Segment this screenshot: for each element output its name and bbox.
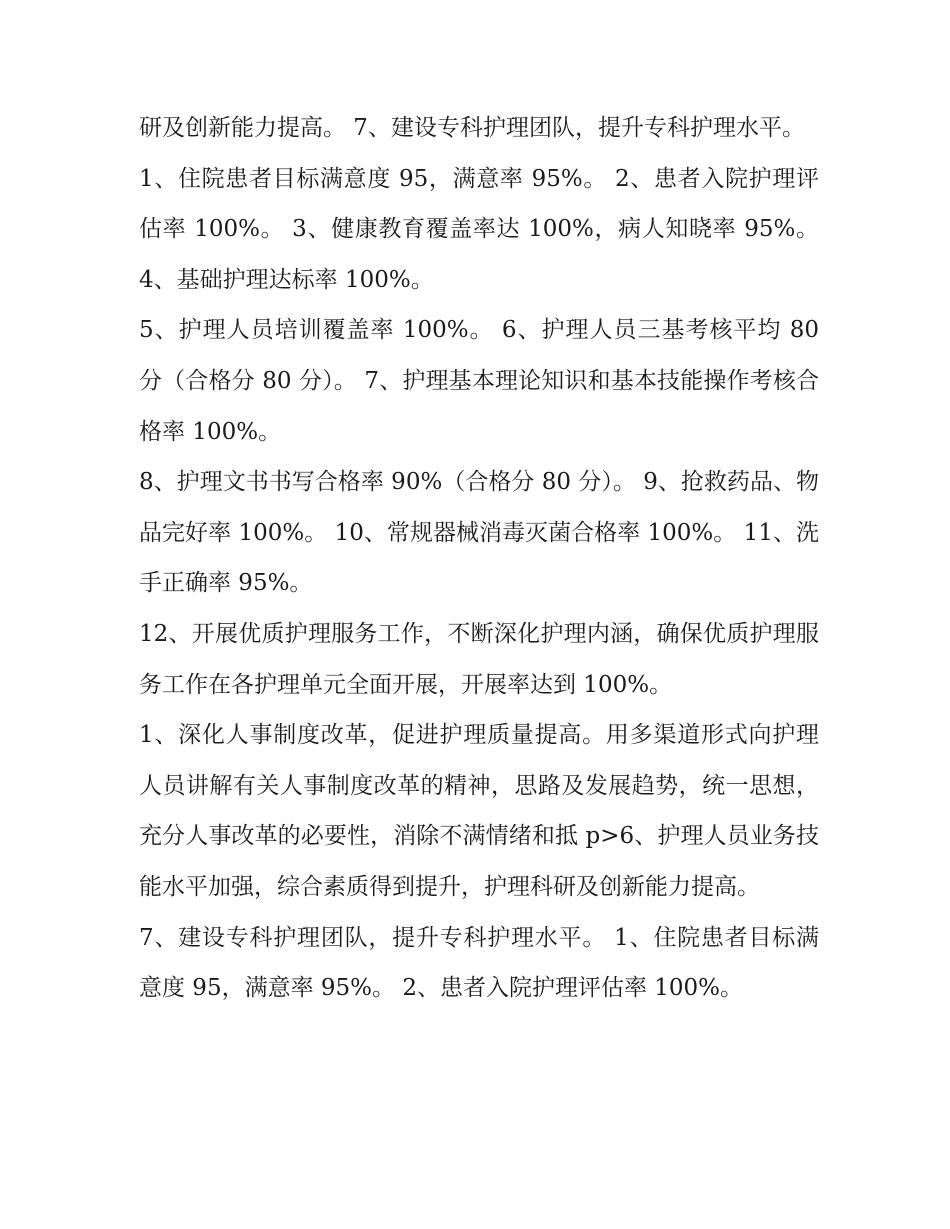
document-body	[139, 103, 819, 1014]
paragraph-7: 7、建设专科护理团队，提升专科护理水平。 1、住院患者目标满意度 95，满意率 95%。 2、患者入院护理评估率 100%。	[139, 924, 819, 1002]
paragraph-4: 8、护理文书书写合格率 90%（合格分 80 分）。 9、抢救药品、物品完好率 100%。 10、常规器械消毒灭菌合格率 100%。 11、洗手正确率 95%。	[139, 469, 819, 597]
paragraph-2: 1、住院患者目标满意度 95，满意率 95%。 2、患者入院护理评估率 100%。 3、健康教育覆盖率达 100%，病人知晓率 95%。 4、基础护理达标率 100%。	[139, 165, 819, 293]
paragraph-3: 5、护理人员培训覆盖率 100%。 6、护理人员三基考核平均 80 分（合格分 80 分）。 7、护理基本理论知识和基本技能操作考核合格率 100%。	[139, 317, 819, 445]
paragraph-6: 1、深化人事制度改革，促进护理质量提高。用多渠道形式向护理人员讲解有关人事制度改革的精神，思路及发展趋势，统一思想，充分人事改革的必要性，消除不满情绪和抵 p>6、护理人员业务技能水平加强，综合素质得到提升，护理科研及创新能力提高。	[139, 722, 819, 900]
paragraph-1: 研及创新能力提高。 7、建设专科护理团队，提升专科护理水平。	[139, 115, 805, 141]
paragraph-5: 12、开展优质护理服务工作，不断深化护理内涵，确保优质护理服务工作在各护理单元全面开展，开展率达到 100%。	[139, 620, 819, 698]
